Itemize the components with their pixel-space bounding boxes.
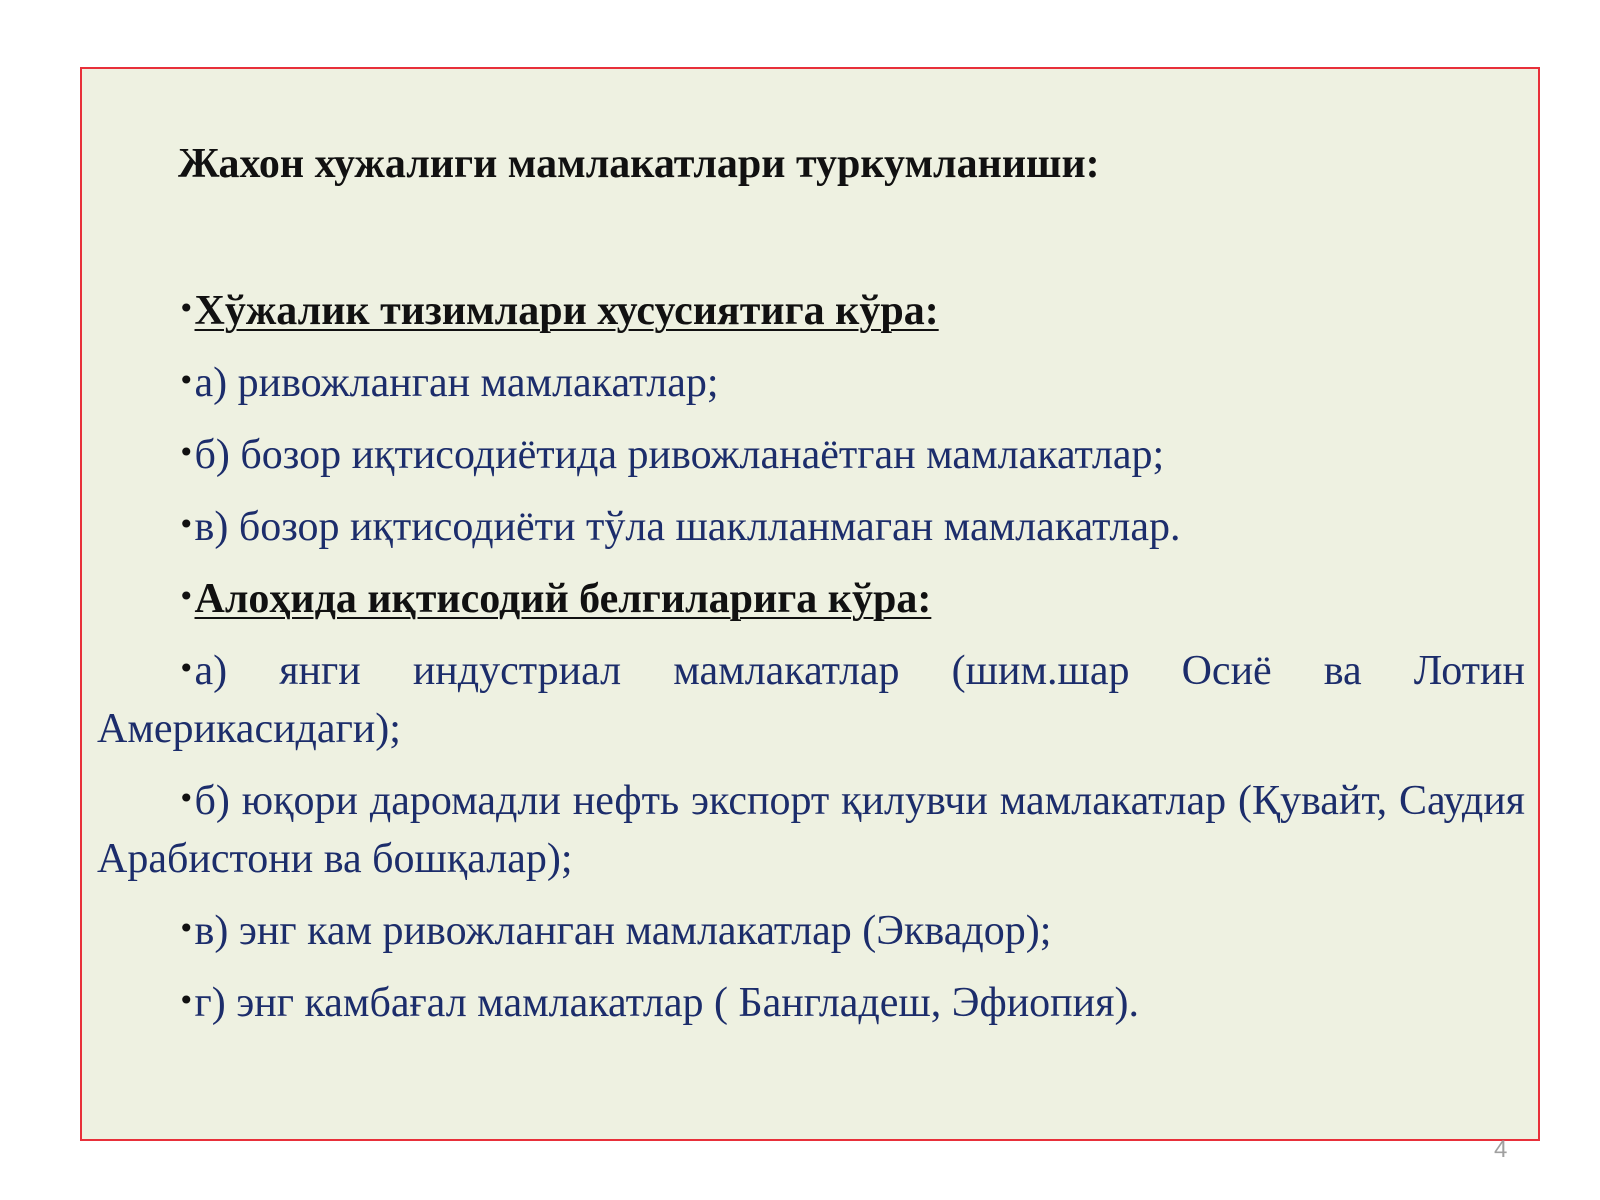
bullet-icon: •: [178, 292, 195, 325]
bullet-icon: •: [178, 436, 195, 469]
list-item: [97, 352, 1525, 412]
bullet-icon: •: [178, 652, 195, 685]
content-body: [97, 280, 1525, 1044]
page-number: 4: [1494, 1136, 1508, 1163]
list-item-text: г) энг камбағал мамлакатлар ( Бангладеш, Эфиопия).: [194, 980, 1139, 1026]
list-item: [97, 424, 1525, 484]
section-heading-text: Хўжалик тизимлари хусусиятига кўра:: [194, 288, 939, 334]
bullet-icon: •: [178, 912, 195, 945]
bullet-icon: •: [178, 364, 195, 397]
list-item-text: в) бозор иқтисодиёти тўла шаклланмаган мамлакатлар.: [194, 504, 1181, 550]
section-heading-economic-systems: [97, 280, 1525, 340]
list-item: [97, 640, 1525, 758]
list-item-text: а) ривожланган мамлакатлар;: [194, 360, 719, 406]
list-item: [97, 770, 1525, 888]
slide-title: Жахон хужалиги мамлакатлари туркумланиши:: [178, 141, 1100, 187]
section-heading-economic-features: [97, 568, 1525, 628]
list-item: [97, 972, 1525, 1032]
list-item: [97, 900, 1525, 960]
section-heading-text: Алоҳида иқтисодий белгиларига кўра:: [194, 576, 932, 622]
bullet-icon: •: [178, 782, 195, 815]
list-item-text: б) бозор иқтисодиётида ривожланаётган мамлакатлар;: [194, 432, 1165, 478]
list-item: [97, 496, 1525, 556]
bullet-icon: •: [178, 580, 195, 613]
bullet-icon: •: [178, 508, 195, 541]
list-item-text: а) янги индустриал мамлакатлар (шим.шар Осиё ва Лотин Америкасидаги);: [97, 648, 1525, 752]
bullet-icon: •: [178, 984, 195, 1017]
list-item-text: в) энг кам ривожланган мамлакатлар (Эквадор);: [194, 908, 1052, 954]
list-item-text: б) юқори даромадли нефть экспорт қилувчи мамлакатлар (Қувайт, Саудия Арабистони ва бошқалар);: [97, 778, 1525, 882]
